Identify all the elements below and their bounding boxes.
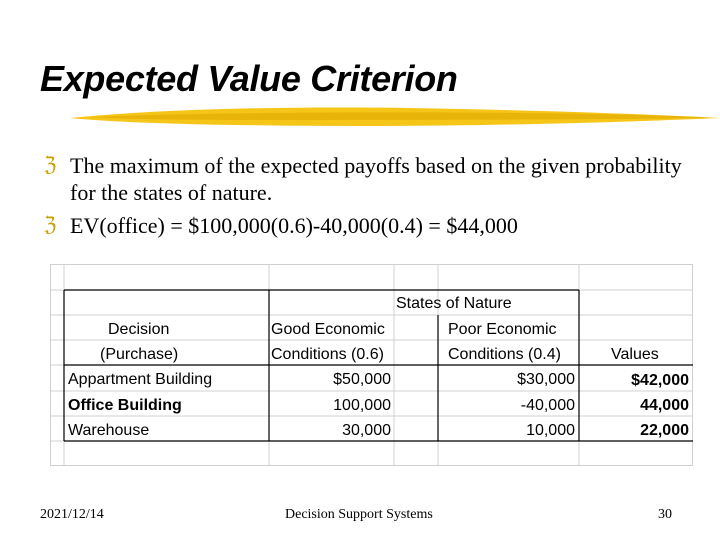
header-decision: Decision: [108, 321, 170, 338]
payoff-table: [50, 264, 693, 466]
cell-poor: 10,000: [526, 422, 575, 439]
table-row: [68, 371, 689, 389]
cell-poor: $30,000: [517, 371, 575, 388]
header-good: Good Economic: [271, 321, 385, 338]
footer-center-text: Decision Support Systems: [285, 507, 433, 522]
header-values: Values: [611, 346, 659, 363]
cell-value: 44,000: [640, 397, 689, 414]
bullet-text: EV(office) = $100,000(0.6)-40,000(0.4) = $44,000: [70, 213, 518, 238]
cell-value: $42,000: [631, 372, 689, 389]
header-poor: Poor Economic: [448, 321, 557, 338]
title-underline-brush: [70, 104, 720, 132]
bullet-item: [44, 212, 694, 239]
slide-title: Expected Value Criterion: [40, 58, 458, 99]
bullet-item: [44, 152, 694, 206]
table-row: [68, 397, 689, 414]
bullet-text: The maximum of the expected payoffs based on the given probability for the states of nature.: [70, 153, 682, 205]
page-number: 30: [658, 507, 672, 522]
cell-decision: Appartment Building: [68, 371, 213, 388]
cell-good: 100,000: [333, 397, 391, 414]
footer-date: 2021/12/14: [40, 507, 104, 522]
cell-decision: Warehouse: [68, 422, 150, 439]
header-purchase: (Purchase): [100, 346, 179, 363]
payoff-table-grid: [50, 264, 693, 466]
cell-value: 22,000: [640, 422, 689, 439]
header-poor-prob: Conditions (0.4): [448, 346, 561, 363]
cell-good: 30,000: [342, 422, 391, 439]
cell-poor: -40,000: [520, 397, 575, 414]
z-bullet-icon: ℨ: [44, 214, 57, 236]
table-row: [68, 422, 689, 439]
group-header: States of Nature: [396, 295, 512, 312]
cell-decision: Office Building: [68, 397, 182, 414]
cell-good: $50,000: [333, 371, 391, 388]
header-good-prob: Conditions (0.6): [271, 346, 384, 363]
bullet-list: [44, 152, 694, 245]
z-bullet-icon: ℨ: [44, 154, 57, 176]
